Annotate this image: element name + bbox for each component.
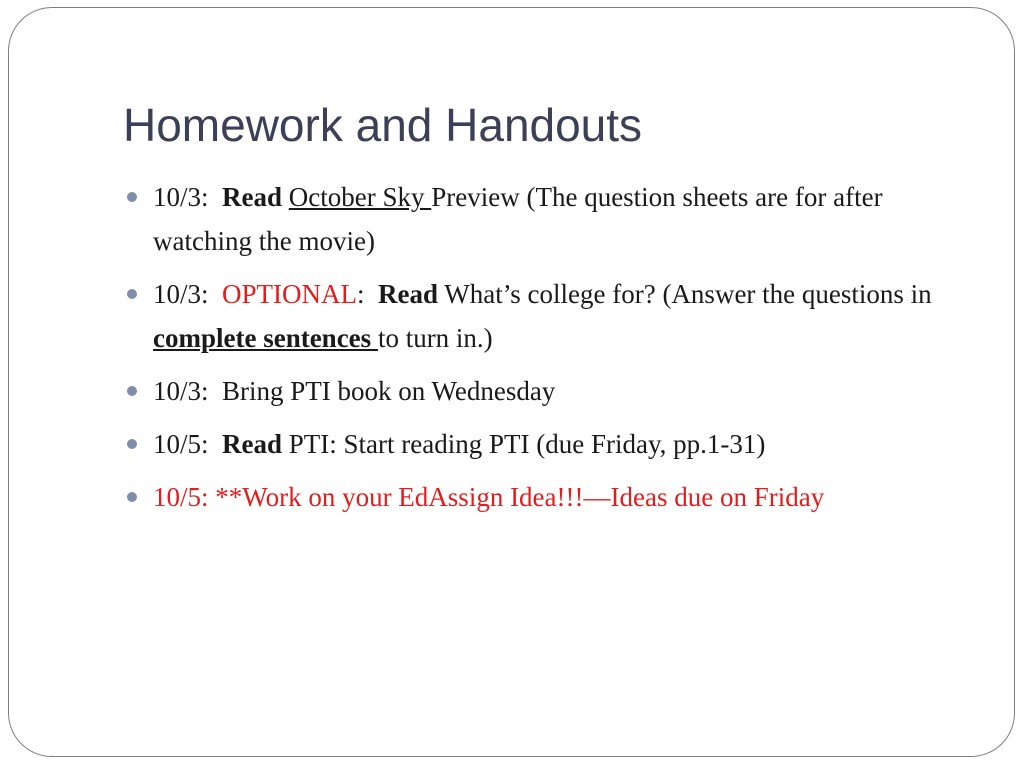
list-item-highlighted (127, 475, 967, 519)
item-text: PTI: Start reading PTI (due Friday, pp.1-31) (288, 429, 766, 459)
list-item (127, 272, 967, 360)
bullet-dot-icon (127, 439, 137, 449)
optional-label: OPTIONAL (222, 279, 358, 309)
bullet-list (127, 175, 967, 528)
item-date: 10/3: (153, 279, 209, 309)
item-date: 10/3: (153, 376, 209, 406)
read-label: Read (378, 279, 439, 309)
list-item (127, 175, 967, 263)
bullet-dot-icon (127, 386, 137, 396)
colon: : (357, 279, 365, 309)
bullet-dot-icon (127, 192, 137, 202)
item-text: Preview (The question sheets are for after watching the movie) (153, 182, 883, 256)
slide-frame (8, 7, 1015, 757)
read-label: Read (222, 182, 283, 212)
list-item (127, 369, 967, 413)
read-label: Read (222, 429, 283, 459)
item-text: 10/5: **Work on your EdAssign Idea!!!—Ideas due on Friday (153, 482, 825, 512)
book-title: October Sky (288, 182, 432, 212)
slide-title: Homework and Handouts (123, 99, 643, 151)
item-text: Bring PTI book on Wednesday (222, 376, 556, 406)
bullet-dot-icon (127, 289, 137, 299)
list-item (127, 422, 967, 466)
bullet-dot-icon (127, 492, 137, 502)
emphasis-text: complete sentences (153, 323, 378, 353)
item-text-end: to turn in.) (377, 323, 493, 353)
item-text: What’s college for? (Answer the questions in (444, 279, 932, 309)
item-date: 10/5: (153, 429, 209, 459)
item-date: 10/3: (153, 182, 209, 212)
